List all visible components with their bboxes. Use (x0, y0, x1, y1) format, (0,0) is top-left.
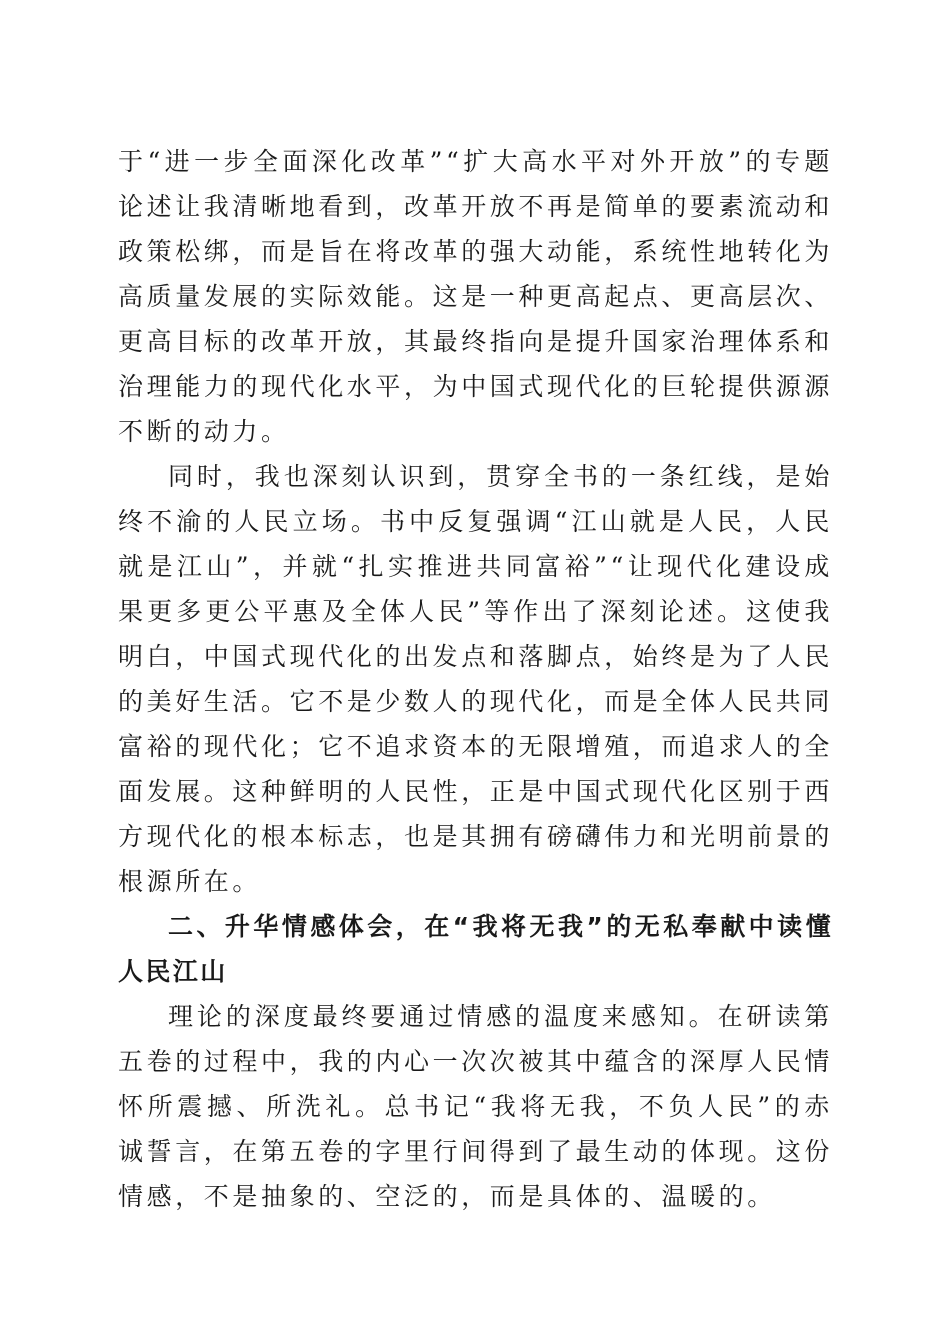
paragraph-people-stance: 同时，我也深刻认识到，贯穿全书的一条红线，是始终不渝的人民立场。书中反复强调“江山就是人民，人民就是江山”，并就“扎实推进共同富裕”“让现代化建设成果更多更公平惠及全体人民”等作出了深刻论述。这使我明白，中国式现代化的出发点和落脚点，始终是为了人民的美好生活。它不是少数人的现代化，而是全体人民共同富裕的现代化；它不追求资本的无限增殖，而追求人的全面发展。这种鲜明的人民性，正是中国式现代化区别于西方现代化的根本标志，也是其拥有磅礴伟力和光明前景的根源所在。 (118, 462, 834, 896)
document-body (118, 139, 833, 1219)
paragraph-continuation: 于“进一步全面深化改革”“扩大高水平对外开放”的专题论述让我清晰地看到，改革开放不再是简单的要素流动和政策松绑，而是旨在将改革的强大动能，系统性地转化为高质量发展的实际效能。这是一种更高起点、更高层次、更高目标的改革开放，其最终指向是提升国家治理体系和治理能力的现代化水平，为中国式现代化的巨轮提供源源不断的动力。 (118, 147, 834, 446)
paragraph-emotion: 理论的深度最终要通过情感的温度来感知。在研读第五卷的过程中，我的内心一次次被其中蕴含的深厚人民情怀所震撼、所洗礼。总书记“我将无我，不负人民”的赤诚誓言，在第五卷的字里行间得到了最生动的体现。这份情感，不是抽象的、空泛的，而是具体的、温暖的。 (118, 1002, 834, 1211)
section-heading: 二、升华情感体会，在“我将无我”的无私奉献中读懂人民江山 (118, 912, 833, 986)
